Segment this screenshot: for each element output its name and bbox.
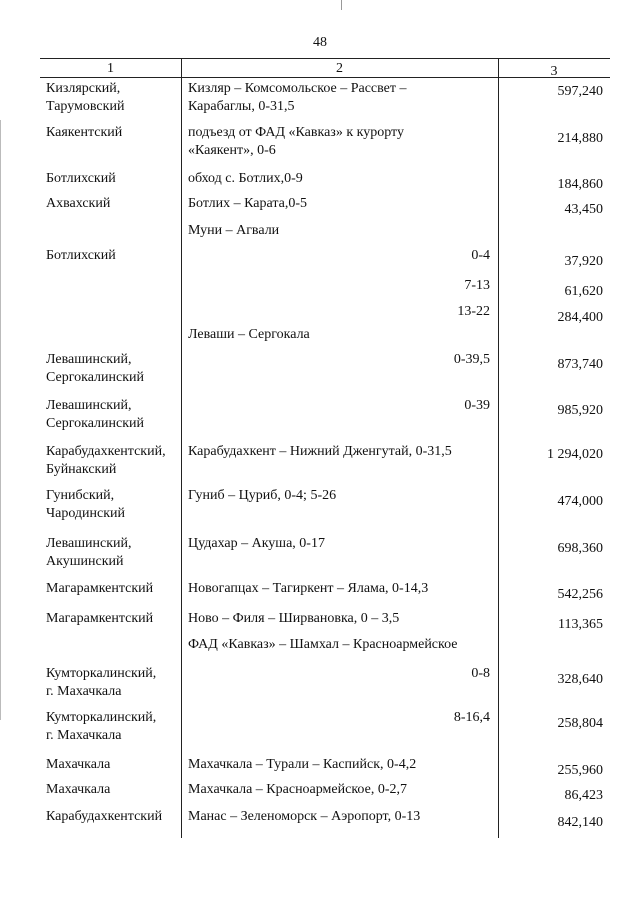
table-top-rule bbox=[40, 58, 610, 59]
road-name: Ботлих – Карата,0-5 bbox=[188, 196, 307, 211]
column-divider bbox=[181, 58, 182, 838]
district-name: Карабудахкентский bbox=[46, 809, 163, 824]
road-km-range: 13-22 bbox=[457, 304, 490, 319]
district-name: г. Махачкала bbox=[46, 684, 122, 699]
district-name: Тарумовский bbox=[46, 99, 125, 114]
district-name: Буйнакский bbox=[46, 462, 117, 477]
amount-value: 542,256 bbox=[557, 587, 603, 602]
amount-value: 113,365 bbox=[558, 617, 603, 632]
amount-value: 214,880 bbox=[557, 131, 603, 146]
district-name: Махачкала bbox=[46, 757, 111, 772]
amount-value: 37,920 bbox=[564, 254, 603, 269]
scan-edge bbox=[0, 120, 1, 720]
road-name: Кизляр – Комсомольское – Рассвет – bbox=[188, 81, 407, 96]
district-name: Сергокалинский bbox=[46, 416, 145, 431]
district-name: Сергокалинский bbox=[46, 370, 145, 385]
district-name: Магарамкентский bbox=[46, 611, 154, 626]
road-name: Махачкала – Турали – Каспийск, 0-4,2 bbox=[188, 757, 417, 772]
road-name: Махачкала – Красноармейское, 0-2,7 bbox=[188, 782, 407, 797]
amount-value: 985,920 bbox=[557, 403, 603, 418]
road-km-range: 0-4 bbox=[471, 248, 490, 263]
amount-value: 258,804 bbox=[557, 716, 603, 731]
district-name: Левашинский, bbox=[46, 352, 132, 367]
district-name: Кумторкалинский, bbox=[46, 710, 157, 725]
road-km-range: 8-16,4 bbox=[453, 710, 490, 725]
road-name: Карабудахкент – Нижний Дженгутай, 0-31,5 bbox=[188, 444, 452, 459]
district-name: Левашинский, bbox=[46, 398, 132, 413]
road-name: Цудахар – Акуша, 0-17 bbox=[188, 536, 325, 551]
district-name: г. Махачкала bbox=[46, 728, 122, 743]
amount-value: 842,140 bbox=[557, 815, 603, 830]
district-name: Ботлихский bbox=[46, 248, 116, 263]
amount-value: 184,860 bbox=[557, 177, 603, 192]
district-name: Левашинский, bbox=[46, 536, 132, 551]
road-name: Манас – Зеленоморск – Аэропорт, 0-13 bbox=[188, 809, 421, 824]
amount-value: 873,740 bbox=[557, 357, 603, 372]
column-header: 2 bbox=[336, 61, 343, 76]
road-name: Новогапцах – Тагиркент – Ялама, 0-14,3 bbox=[188, 581, 429, 596]
column-header: 1 bbox=[107, 61, 114, 76]
amount-value: 255,960 bbox=[557, 763, 603, 778]
scan-mark bbox=[341, 0, 342, 10]
district-name: Магарамкентский bbox=[46, 581, 154, 596]
district-name: Карабудахкентский, bbox=[46, 444, 166, 459]
amount-value: 1 294,020 bbox=[547, 447, 603, 462]
road-name: обход с. Ботлих,0-9 bbox=[188, 171, 303, 186]
district-name: Ботлихский bbox=[46, 171, 116, 186]
district-name: Чародинский bbox=[46, 506, 126, 521]
road-name: Леваши – Сергокала bbox=[188, 327, 310, 342]
road-name: Ново – Филя – Ширвановка, 0 – 3,5 bbox=[188, 611, 400, 626]
amount-value: 86,423 bbox=[564, 788, 603, 803]
road-name: ФАД «Кавказ» – Шамхал – Красноармейское bbox=[188, 637, 458, 652]
road-name: Гуниб – Цуриб, 0-4; 5-26 bbox=[188, 488, 337, 503]
road-name: Карабаглы, 0-31,5 bbox=[188, 99, 295, 114]
amount-value: 43,450 bbox=[564, 202, 603, 217]
district-name: Ахвахский bbox=[46, 196, 111, 211]
road-km-range: 0-39 bbox=[464, 398, 490, 413]
amount-value: 698,360 bbox=[557, 541, 603, 556]
column-divider bbox=[498, 58, 499, 838]
road-km-range: 0-39,5 bbox=[453, 352, 490, 367]
amount-value: 284,400 bbox=[557, 310, 603, 325]
road-name: Муни – Агвали bbox=[188, 223, 280, 238]
road-km-range: 0-8 bbox=[471, 666, 490, 681]
amount-value: 328,640 bbox=[557, 672, 603, 687]
column-header: 3 bbox=[550, 64, 558, 79]
district-name: Гунибский, bbox=[46, 488, 115, 503]
page-number: 48 bbox=[313, 35, 327, 50]
district-name: Каякентский bbox=[46, 125, 123, 140]
amount-value: 61,620 bbox=[564, 284, 603, 299]
amount-value: 597,240 bbox=[557, 84, 603, 99]
district-name: Кизлярский, bbox=[46, 81, 121, 96]
amount-value: 474,000 bbox=[557, 494, 603, 509]
district-name: Кумторкалинский, bbox=[46, 666, 157, 681]
district-name: Махачкала bbox=[46, 782, 111, 797]
road-name: подъезд от ФАД «Кавказ» к курорту bbox=[188, 125, 404, 140]
road-name: «Каякент», 0-6 bbox=[188, 143, 276, 158]
road-km-range: 7-13 bbox=[464, 278, 490, 293]
district-name: Акушинский bbox=[46, 554, 124, 569]
